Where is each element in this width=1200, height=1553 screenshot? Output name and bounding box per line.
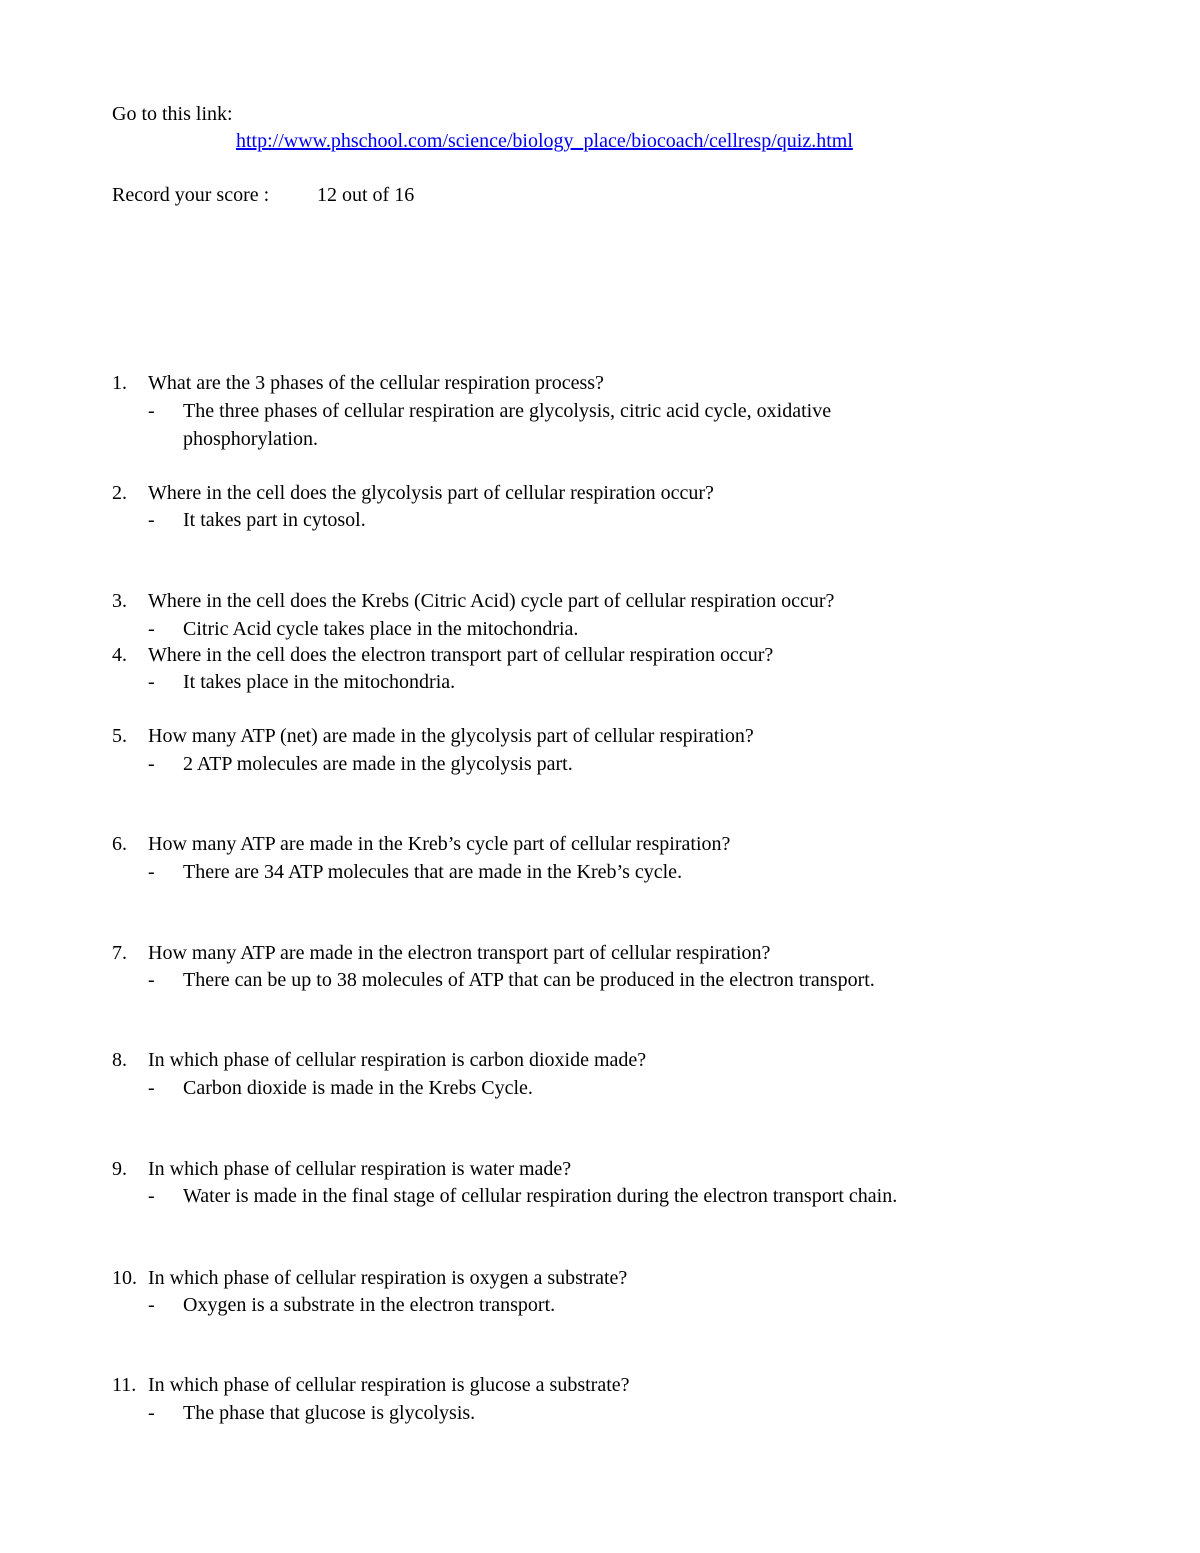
answer-text: There are 34 ATP molecules that are made in the Kreb’s cycle. — [183, 861, 683, 883]
question-text: In which phase of cellular respiration is water made? — [148, 1158, 572, 1180]
question-text: In which phase of cellular respiration is glucose a substrate? — [148, 1374, 630, 1396]
question-text: Where in the cell does the Krebs (Citric Acid) cycle part of cellular respiration occur? — [148, 590, 835, 612]
answer-text-continued: phosphorylation. — [183, 428, 318, 450]
question-text: What are the 3 phases of the cellular respiration process? — [148, 372, 604, 394]
quiz-link[interactable]: http://www.phschool.com/science/biology_place/biocoach/cellresp/quiz.html — [236, 130, 853, 152]
answer-bullet: - — [148, 1294, 155, 1316]
answer-text: Water is made in the final stage of cellular respiration during the electron transport chain. — [183, 1185, 898, 1207]
goto-label: Go to this link: — [112, 103, 233, 125]
answer-text: There can be up to 38 molecules of ATP that can be produced in the electron transport. — [183, 969, 875, 991]
answer-bullet: - — [148, 400, 155, 422]
answer-text: Citric Acid cycle takes place in the mitochondria. — [183, 618, 579, 640]
answer-bullet: - — [148, 1402, 155, 1424]
question-number: 9. — [112, 1158, 127, 1180]
answer-text: It takes part in cytosol. — [183, 509, 366, 531]
answer-bullet: - — [148, 969, 155, 991]
answer-bullet: - — [148, 509, 155, 531]
question-text: In which phase of cellular respiration is oxygen a substrate? — [148, 1267, 628, 1289]
question-text: How many ATP are made in the electron transport part of cellular respiration? — [148, 942, 771, 964]
answer-text: Oxygen is a substrate in the electron transport. — [183, 1294, 556, 1316]
question-number: 4. — [112, 644, 127, 666]
question-text: How many ATP are made in the Kreb’s cycle part of cellular respiration? — [148, 833, 731, 855]
question-number: 2. — [112, 482, 127, 504]
score-label: Record your score : — [112, 184, 270, 206]
score-value: 12 out of 16 — [317, 184, 415, 206]
question-number: 7. — [112, 942, 127, 964]
answer-bullet: - — [148, 1185, 155, 1207]
question-number: 11. — [112, 1374, 137, 1396]
question-text: How many ATP (net) are made in the glycolysis part of cellular respiration? — [148, 725, 754, 747]
question-number: 8. — [112, 1049, 127, 1071]
answer-bullet: - — [148, 861, 155, 883]
answer-text: It takes place in the mitochondria. — [183, 671, 456, 693]
question-number: 3. — [112, 590, 127, 612]
answer-bullet: - — [148, 671, 155, 693]
answer-bullet: - — [148, 1077, 155, 1099]
answer-bullet: - — [148, 753, 155, 775]
question-number: 5. — [112, 725, 127, 747]
question-text: Where in the cell does the glycolysis part of cellular respiration occur? — [148, 482, 714, 504]
question-number: 10. — [112, 1267, 137, 1289]
answer-text: Carbon dioxide is made in the Krebs Cycle. — [183, 1077, 533, 1099]
question-text: Where in the cell does the electron transport part of cellular respiration occur? — [148, 644, 774, 666]
answer-text: 2 ATP molecules are made in the glycolysis part. — [183, 753, 573, 775]
answer-text: The three phases of cellular respiration are glycolysis, citric acid cycle, oxidative — [183, 400, 832, 422]
question-number: 6. — [112, 833, 127, 855]
question-number: 1. — [112, 372, 127, 394]
question-text: In which phase of cellular respiration is carbon dioxide made? — [148, 1049, 647, 1071]
answer-bullet: - — [148, 618, 155, 640]
answer-text: The phase that glucose is glycolysis. — [183, 1402, 476, 1424]
